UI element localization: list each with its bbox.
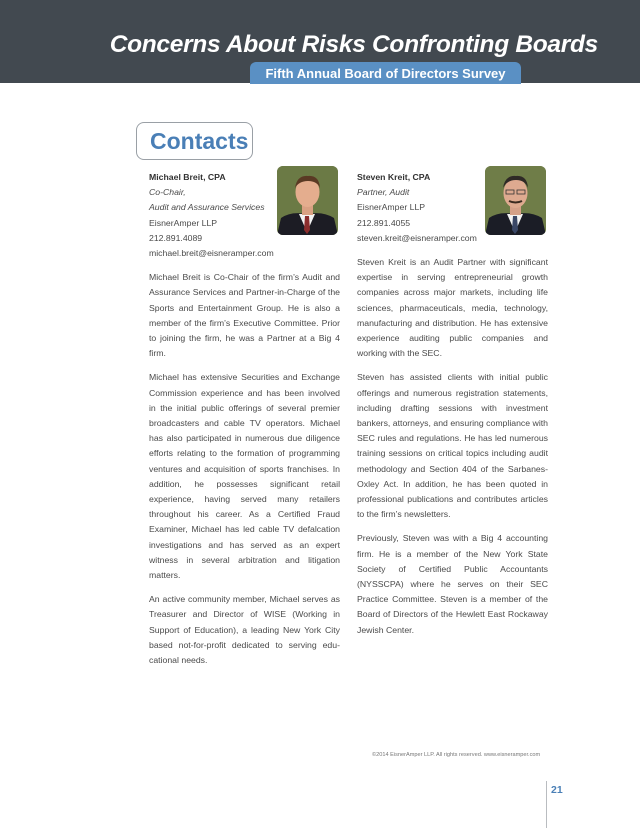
header-banner xyxy=(0,0,640,83)
portrait-photo-kreit xyxy=(485,166,546,235)
contact-role: Audit and Assurance Services xyxy=(149,202,265,213)
page-header-title: Concerns About Risks Confronting Boards xyxy=(109,31,598,58)
contact-phone: 212.891.4055 xyxy=(357,217,411,228)
survey-subtitle-tab: Fifth Annual Board of Directors Survey xyxy=(250,62,521,84)
contact-email: michael.breit@eisneramper.com xyxy=(149,248,274,259)
contact-column-breit xyxy=(149,170,340,668)
contact-role: Partner, Audit xyxy=(357,187,410,198)
bio-paragraph: Steven has assisted clients with initial public offerings and numerous registration statements, including drafting sessions with investment bankers, attorneys, and ensuring compliance with SEC rules and regulations. He has led numerous training sessions on critical topics including audit methodology and Section 404 of the Sarbanes-Oxley Act. In addition, he has been quoted in professional publications and contributes articles to the firm’s newsletters. xyxy=(357,372,548,520)
contact-company: EisnerAmper LLP xyxy=(149,217,218,228)
bio-paragraph: Steven Kreit is an Audit Partner with significant expertise in serving entrepreneurial growth companies across major markets, including life sciences, pharmaceuticals, media, technology, manufacturing and distribution. He has extensive experience auditing public companies and working with the SEC. xyxy=(357,257,548,359)
page-number: 21 xyxy=(551,784,563,796)
bio-paragraph: Michael has extensive Securities and Exchange Commission experience and has been involved in the initial public offerings of several premier broadcasters and cable TV operators. Michael has also participated in numerous due diligence efforts relating to the formation of programming ventures and acquisition of sports franchises. In addition, he possesses significant retail experience, having served many retailers throughout his career. As a Certified Fraud Examiner, Michael has led cable TV defalcation investigations and has served as an expert witness in several arbitration and litigation matters. xyxy=(149,372,340,581)
contacts-heading-box xyxy=(136,122,253,160)
contact-name: Michael Breit, CPA xyxy=(149,172,226,182)
contact-name: Steven Kreit, CPA xyxy=(357,172,431,182)
contact-company: EisnerAmper LLP xyxy=(357,202,426,213)
portrait-photo-breit xyxy=(277,166,338,235)
contact-email: steven.kreit@eisneramper.com xyxy=(357,232,477,243)
bio-paragraph: An active community member, Michael serves as Treasurer and Director of WISE (Working in Support of Education), a leading New York City based not-for-profit dedicated to serving edu-cational needs. xyxy=(149,594,340,666)
contact-role: Co-Chair, xyxy=(149,187,186,198)
bio-paragraph: Previously, Steven was with a Big 4 accounting firm. He is a member of the New York State Society of Certified Public Accountants (NYSSCPA) where he serves on their SEC Practice Committee. Steven is a member of the Board of Directors of the Hewlett East Rockaway Jewish Center. xyxy=(357,533,548,635)
bio-paragraph: Michael Breit is Co-Chair of the firm’s Audit and Assurance Services and Partner-in-Charge of the Sports and Entertainment Group. He is also a member of the firm’s Executive Committee. Prior to joining the firm, he was a Partner at a Big 4 firm. xyxy=(149,272,340,359)
contact-phone: 212.891.4089 xyxy=(149,232,203,243)
footer-copyright: ©2014 EisnerAmper LLP. All rights reserved. www.eisneramper.com xyxy=(372,752,541,758)
contact-column-kreit xyxy=(357,170,548,638)
contacts-heading: Contacts xyxy=(150,128,249,154)
footer-divider xyxy=(546,781,547,828)
